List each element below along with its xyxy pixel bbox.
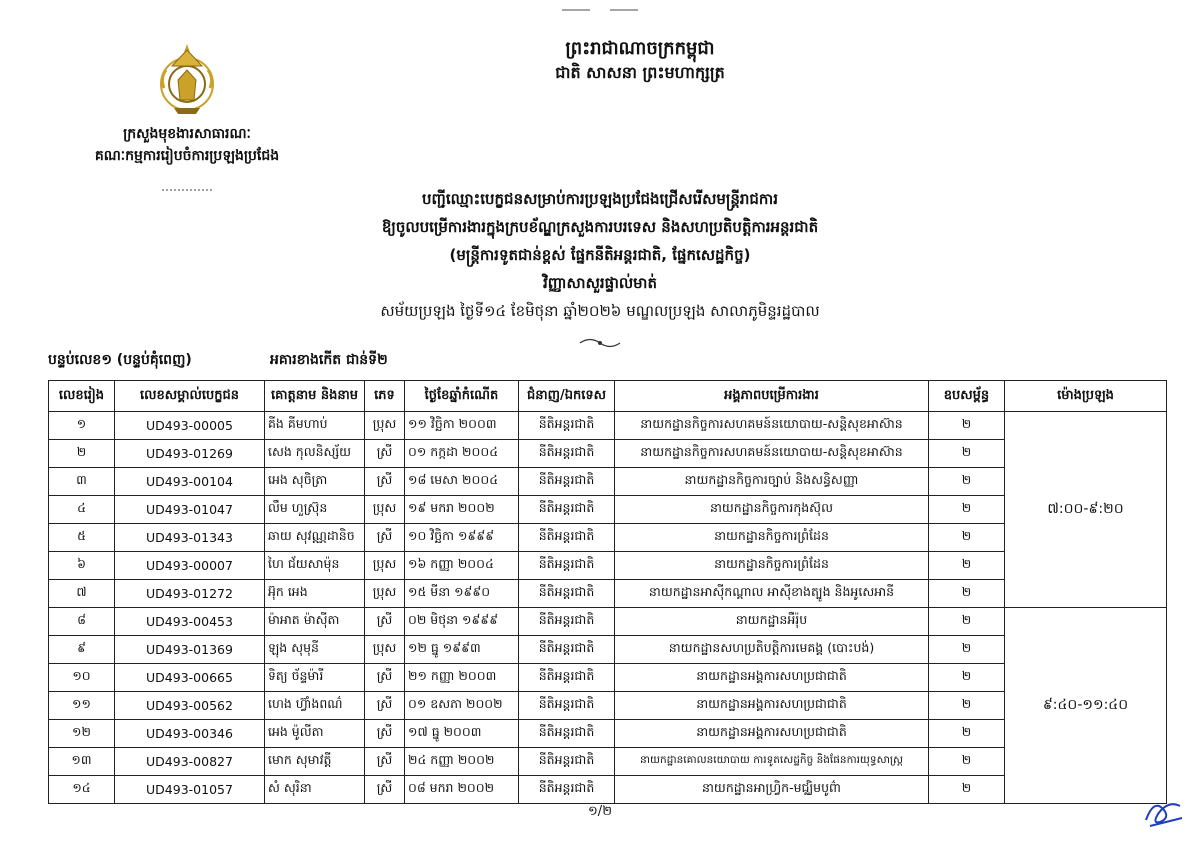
candidate-name: សំ សុរិនា xyxy=(265,776,365,804)
col-birthdate-header: ថ្ងៃខែឆ្នាំកំណើត xyxy=(405,381,519,412)
annex: ២ xyxy=(929,440,1005,468)
col-work-unit-header: អង្គភាពបម្រើការងារ xyxy=(615,381,929,412)
specialty: នីតិអន្តរជាតិ xyxy=(519,524,615,552)
annex: ២ xyxy=(929,692,1005,720)
col-name-header: គោត្តនាម និងនាម xyxy=(265,381,365,412)
candidate-name: អ៊ុក អេង xyxy=(265,580,365,608)
row-number: ៥ xyxy=(49,524,115,552)
annex: ២ xyxy=(929,608,1005,636)
building-floor: អគារខាងកើត ជាន់ទី២ xyxy=(270,352,388,368)
candidate-name: លឹម ហួស្រ៊ុន xyxy=(265,496,365,524)
table-row xyxy=(49,720,1167,748)
exam-time-slot: ៧:០០-៩:២០ xyxy=(1005,412,1167,608)
birthdate: ១៥ មីនា ១៩៩០ xyxy=(405,580,519,608)
annex: ២ xyxy=(929,636,1005,664)
gender: ស្រី xyxy=(365,608,405,636)
annex: ២ xyxy=(929,664,1005,692)
annex: ២ xyxy=(929,748,1005,776)
specialty: នីតិអន្តរជាតិ xyxy=(519,692,615,720)
table-row xyxy=(49,440,1167,468)
col-annex-header: ឧបសម្ព័ន្ធ xyxy=(929,381,1005,412)
birthdate: ២១ កញ្ញា ២០០៣ xyxy=(405,664,519,692)
gender: ប្រុស xyxy=(365,412,405,440)
candidate-id: UD493-00665 xyxy=(115,664,265,692)
specialty: នីតិអន្តរជាតិ xyxy=(519,608,615,636)
candidate-id: UD493-01057 xyxy=(115,776,265,804)
candidate-id: UD493-00005 xyxy=(115,412,265,440)
birthdate: ១០ វិច្ឆិកា ១៩៩៩ xyxy=(405,524,519,552)
candidate-id: UD493-00562 xyxy=(115,692,265,720)
candidate-id: UD493-00827 xyxy=(115,748,265,776)
birthdate: ១១ វិច្ឆិកា ២០០៣ xyxy=(405,412,519,440)
table-row xyxy=(49,748,1167,776)
col-exam-time-header: ម៉ោងប្រឡង xyxy=(1005,381,1167,412)
work-unit: នាយកដ្ឋានអាហ្វ្រិក-មជ្ឈិមបូព៌ា xyxy=(615,776,929,804)
specialty: នីតិអន្តរជាតិ xyxy=(519,664,615,692)
table-row xyxy=(49,552,1167,580)
committee-name: គណៈកម្មការរៀបចំការប្រឡងប្រជែង xyxy=(94,148,280,164)
work-unit: នាយកដ្ឋានអាស៊ីកណ្តាល អាស៊ីខាងត្បូង និងអូសេអានី xyxy=(615,580,929,608)
candidate-name: ទិត្យ ច័ន្ទម៉ារី xyxy=(265,664,365,692)
gender: ស្រី xyxy=(365,748,405,776)
birthdate: ០១ កក្កដា ២០០៤ xyxy=(405,440,519,468)
birthdate: ១៨ មេសា ២០០៤ xyxy=(405,468,519,496)
annex: ២ xyxy=(929,496,1005,524)
table-row xyxy=(49,580,1167,608)
candidate-name: គីង គីមហាប់ xyxy=(265,412,365,440)
row-number: ៩ xyxy=(49,636,115,664)
row-number: ១០ xyxy=(49,664,115,692)
candidate-name: ឡុង សុមុនី xyxy=(265,636,365,664)
work-unit: នាយកដ្ឋានសហប្រតិបត្តិការមេគង្គ (បោះបង់) xyxy=(615,636,929,664)
annex: ២ xyxy=(929,580,1005,608)
exam-time-slot: ៩:៤០-១១:៤០ xyxy=(1005,608,1167,804)
work-unit: នាយកដ្ឋានអឺរ៉ុប xyxy=(615,608,929,636)
gender: ស្រី xyxy=(365,440,405,468)
specialty: នីតិអន្តរជាតិ xyxy=(519,496,615,524)
work-unit: នាយកដ្ឋានអង្គការសហប្រជាជាតិ xyxy=(615,664,929,692)
annex: ២ xyxy=(929,524,1005,552)
candidate-id: UD493-00007 xyxy=(115,552,265,580)
work-unit: នាយកដ្ឋានកិច្ចការព្រំដែន xyxy=(615,524,929,552)
candidate-name: អេង សុចិត្រា xyxy=(265,468,365,496)
title-ornament-icon xyxy=(578,336,622,350)
candidate-id: UD493-01269 xyxy=(115,440,265,468)
gender: ស្រី xyxy=(365,776,405,804)
gender: ប្រុស xyxy=(365,580,405,608)
candidate-id: UD493-01369 xyxy=(115,636,265,664)
gender: ប្រុស xyxy=(365,636,405,664)
specialty: នីតិអន្តរជាតិ xyxy=(519,552,615,580)
row-number: ១២ xyxy=(49,720,115,748)
col-specialty-header: ជំនាញ/ឯកទេស xyxy=(519,381,615,412)
candidate-id: UD493-01272 xyxy=(115,580,265,608)
annex: ២ xyxy=(929,720,1005,748)
col-candidate-id-header: លេខសម្គាល់បេក្ខជន xyxy=(115,381,265,412)
candidate-name: សេង កុលនិស្ស័យ xyxy=(265,440,365,468)
handwritten-signature xyxy=(1140,790,1186,830)
document-title-line-1: បញ្ជីឈ្មោះបេក្ខជនសម្រាប់ការប្រឡងប្រជែងជ្រើសរើសមន្ត្រីរាជការ xyxy=(422,190,778,208)
gender: ស្រី xyxy=(365,664,405,692)
work-unit: នាយកដ្ឋានកិច្ចការព្រំដែន xyxy=(615,552,929,580)
table-row xyxy=(49,608,1167,636)
table-row xyxy=(49,468,1167,496)
work-unit: នាយកដ្ឋានអង្គការសហប្រជាជាតិ xyxy=(615,692,929,720)
candidate-table xyxy=(48,380,1167,804)
table-row xyxy=(49,692,1167,720)
table-row xyxy=(49,524,1167,552)
row-number: ៦ xyxy=(49,552,115,580)
candidate-id: UD493-01343 xyxy=(115,524,265,552)
gender: ប្រុស xyxy=(365,552,405,580)
candidate-name: ហៃ ជ័យសាម៉ុន xyxy=(265,552,365,580)
gender: ស្រី xyxy=(365,720,405,748)
royal-emblem-icon xyxy=(150,40,224,120)
row-number: ៤ xyxy=(49,496,115,524)
table-row xyxy=(49,496,1167,524)
exam-session: សម័យប្រឡង ថ្ងៃទី១៤ ខែមិថុនា ឆ្នាំ២០២៦ មណ្ឌលប្រឡង សាលាភូមិន្ទរដ្ឋបាល xyxy=(380,302,820,320)
birthdate: ០១ ឧសភា ២០០២ xyxy=(405,692,519,720)
specialty: នីតិអន្តរជាតិ xyxy=(519,468,615,496)
col-number-header: លេខរៀង xyxy=(49,381,115,412)
page-number: ១/២ xyxy=(587,804,613,819)
kingdom-heading: ព្រះរាជាណាចក្រកម្ពុជា xyxy=(565,38,715,59)
row-number: ១៤ xyxy=(49,776,115,804)
top-ornament-icon xyxy=(560,6,640,14)
candidate-id: UD493-00453 xyxy=(115,608,265,636)
document-title-line-2: ឱ្យចូលបម្រើការងារក្នុងក្របខ័ណ្ឌក្រសួងការបរទេស និងសហប្រតិបត្តិការអន្តរជាតិ xyxy=(381,218,819,236)
document-title-line-3: (មន្ត្រីការទូតជាន់ខ្ពស់ ផ្នែកនីតិអន្តរជាតិ, ផ្នែកសេដ្ឋកិច្ច) xyxy=(449,246,751,264)
row-number: ១៣ xyxy=(49,748,115,776)
room-number: បន្ទប់លេខ១ (បន្ទប់គុំពេញ) xyxy=(48,352,192,368)
gender: ស្រី xyxy=(365,692,405,720)
row-number: ៧ xyxy=(49,580,115,608)
annex: ២ xyxy=(929,468,1005,496)
birthdate: ១៦ កញ្ញា ២០០៤ xyxy=(405,552,519,580)
annex: ២ xyxy=(929,552,1005,580)
work-unit: នាយកដ្ឋានកិច្ចការសហគមន៍នយោបាយ-សន្តិសុខអាស៊ាន xyxy=(615,440,929,468)
ministry-name: ក្រសួងមុខងារសាធារណៈ xyxy=(123,126,251,142)
row-number: ១ xyxy=(49,412,115,440)
row-number: ៨ xyxy=(49,608,115,636)
gender: ស្រី xyxy=(365,524,405,552)
col-gender-header: ភេទ xyxy=(365,381,405,412)
candidate-id: UD493-01047 xyxy=(115,496,265,524)
birthdate: ២៤ កញ្ញា ២០០២ xyxy=(405,748,519,776)
table-row xyxy=(49,636,1167,664)
work-unit: នាយកដ្ឋានកិច្ចការសហគមន៍នយោបាយ-សន្តិសុខអាស៊ាន xyxy=(615,412,929,440)
specialty: នីតិអន្តរជាតិ xyxy=(519,748,615,776)
birthdate: ១២ ធ្នូ ១៩៩៣ xyxy=(405,636,519,664)
specialty: នីតិអន្តរជាតិ xyxy=(519,412,615,440)
candidate-name: ម៉ាអាត ម៉ាស៊ីតា xyxy=(265,608,365,636)
candidate-id: UD493-00346 xyxy=(115,720,265,748)
annex: ២ xyxy=(929,776,1005,804)
table-header-row xyxy=(49,381,1167,412)
specialty: នីតិអន្តរជាតិ xyxy=(519,580,615,608)
specialty: នីតិអន្តរជាតិ xyxy=(519,440,615,468)
annex: ២ xyxy=(929,412,1005,440)
specialty: នីតិអន្តរជាតិ xyxy=(519,636,615,664)
candidate-name: មោក សុមាវត្តី xyxy=(265,748,365,776)
birthdate: ១៧ ធ្នូ ២០០៣ xyxy=(405,720,519,748)
birthdate: ០២ មិថុនា ១៩៩៩ xyxy=(405,608,519,636)
specialty: នីតិអន្តរជាតិ xyxy=(519,720,615,748)
candidate-id: UD493-00104 xyxy=(115,468,265,496)
table-row xyxy=(49,664,1167,692)
table-row xyxy=(49,412,1167,440)
candidate-name: អេង ម៉ូលីតា xyxy=(265,720,365,748)
birthdate: ១៩ មករា ២០០២ xyxy=(405,496,519,524)
candidate-name: ឆាយ សុវណ្ណដានិច xyxy=(265,524,365,552)
candidate-name: ហេង ហ៊្វាំងពណ៌ xyxy=(265,692,365,720)
gender: ស្រី xyxy=(365,468,405,496)
specialty: នីតិអន្តរជាតិ xyxy=(519,776,615,804)
work-unit: នាយកដ្ឋានគោលនយោបាយ ការទូតសេដ្ឋកិច្ច និងផែនការយុទ្ធសាស្ត្រ xyxy=(615,748,929,776)
row-number: ១១ xyxy=(49,692,115,720)
work-unit: នាយកដ្ឋានកិច្ចការកុងស៊ុល xyxy=(615,496,929,524)
row-number: ២ xyxy=(49,440,115,468)
gender: ប្រុស xyxy=(365,496,405,524)
birthdate: ០៨ មករា ២០០២ xyxy=(405,776,519,804)
exam-subject: វិញ្ញាសាសួរផ្ទាល់មាត់ xyxy=(543,274,657,292)
row-number: ៣ xyxy=(49,468,115,496)
national-motto: ជាតិ សាសនា ព្រះមហាក្សត្រ xyxy=(555,63,725,82)
divider-ornament-icon xyxy=(160,186,214,194)
work-unit: នាយកដ្ឋានកិច្ចការច្បាប់ និងសន្ធិសញ្ញា xyxy=(615,468,929,496)
work-unit: នាយកដ្ឋានអង្គការសហប្រជាជាតិ xyxy=(615,720,929,748)
table-row xyxy=(49,776,1167,804)
